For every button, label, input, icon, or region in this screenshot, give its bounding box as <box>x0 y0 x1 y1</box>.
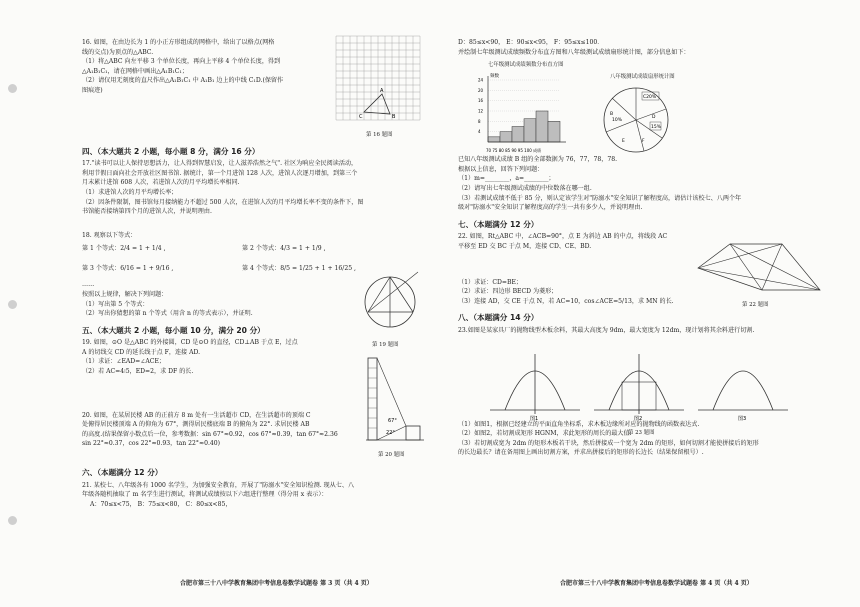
question-17: 17."读书可以让人保持思想活力，让人得到智慧启发，让人滋养浩然之气". 社区为响应全民阅读活动， 利用节假日面向社会开放社区图书馆. 据统计，第一个月进馆 128 人次，进馆人次逐月增加，到第三个 月末累计进馆 608 人次，若进馆人次的月平均增长率相同. （1）求进馆人次的月平均增长率； （2）因条件限制，图书馆每月接纳能力不超过 500 人次，在进馆人次的月平均增长率不变的条件下，图 书馆能否接纳第四个月的进馆人次，并说明理由. <box>82 160 364 216</box>
question-22-parts: （1）求证：CD=BE； （2）求证：四边形 BECD 为菱形； （3）连接 AD，交 CE 于点 N，若 AC=10，cos∠ACE=5/13，求 MN 的长. <box>458 278 674 305</box>
histogram-ytick-label: 4 <box>478 129 481 135</box>
question-20: 20. 如图，在某居民楼 AB 的正前方 8 m 处有一生活超市 CD，在生活超市的顶端 C 处俯得居民楼顶端 A 的仰角为 67°，测得居民楼底端 B 的俯角为 22°. 求居民楼 AB 的高度.(结果保留小数点后一位，参考数据：sin 67°≈0.92，cos 67°≈0.39，tan 67°≈2.36 sin 22°≈0.37，cos 22°≈0.93，tan 22°≈0.40) <box>82 411 338 448</box>
question-19: 19. 如图，⊙O 是△ABC 的外接圆，CD 是⊙O 的直径，CD⊥AB 于点 E，过点 A 的切线交 CD 的延长线于点 F，连接 AD. （1）求证：∠EAD=∠ACE； （2）若 AC=4∶5，ED=2，求 DF 的长. <box>82 339 298 376</box>
histogram-ytick-label: 24 <box>478 77 484 83</box>
histogram-ylabel: 频数 <box>490 74 499 79</box>
svg-text:F: F <box>642 139 645 144</box>
equation-3: 第 3 个等式：6/16 = 1 + 9/16 , <box>82 265 174 273</box>
question-16: 16. 如图，在由边长为 1 的小正方形组成的网格中，给出了以格点(网格 线的交点)为顶点的△ABC. （1）将△ABC 向左平移 3 个单位长度，再向上平移 4 个单位长度，得到 △A₁B₁C₁，请在网格中画出△A₁B₁C₁； （2）请仅用无刻度的直尺作出△A₁B₁C₁ 中 A₁B₁ 边上的中线 C₁D.(保留作 图痕迹) <box>82 39 284 94</box>
figure-20-caption: 第 20 题图 <box>378 452 405 458</box>
figure-22-caption: 第 22 题图 <box>742 302 769 308</box>
pie-chart <box>592 80 682 160</box>
question-23: 23.如图是某家具厂的抛物线型木板余料，其最大高度为 9dm，最大宽度为 12dm，现计划将其余料进行切割. <box>458 326 755 334</box>
svg-text:B: B <box>610 112 614 117</box>
figure-23-label-3: 图3 <box>738 416 747 422</box>
histogram-chart <box>476 70 572 158</box>
section-4-heading: 四、（本大题共 2 小题，每小题 8 分，满分 16 分） <box>82 146 260 156</box>
svg-text:10%: 10% <box>612 118 623 123</box>
binder-hole <box>8 516 17 525</box>
section-5-heading: 五、（本大题共 2 小题，每小题 10 分，满分 20 分） <box>82 325 265 335</box>
binder-hole <box>8 300 17 309</box>
footer-page-3: 合肥市第三十八中学教育集团中考信息卷数学试题卷 第 3 页（共 4 页） <box>180 580 373 587</box>
page-4: D：85≤x<90， E：90≤x<95， F：95≤x≤100． 并绘制七年级测试成绩频数分布直方图和八年级测试成绩扇形统计图，部分信息如下： 已知八年级测试成绩 B 组的全部数据为 76，77，78，78. 根据以上信息，回答下列问题： （1）m=________，a=________； （2）请写出七年级测试成绩的中位数落在哪一组. （3）若测试成绩不低于 85 分，则认定该学生对"防溺水"安全知识了解程度高，请估计该校七、八两个年 级对"防溺水"安全知识了解程度高的学生一共有多少人，并说明理由. 七、（本题满分 12 分） 22. 如图，Rt△ABC 中，∠ACB=90°，点 E 为斜边 AB 的中点，将线段 AC 平移至 ED 交 BC 于点 M，连接 CD、CE、BD. （1）求证：CD=BE； （2）求证：四边形 BECD 为菱形； （3）连接 AD，交 CE 于点 N，若 AC=10，cos∠ACE=5/13，求 MN 的长. 八、（本题满分 14 分） 23.如图是某家具厂的抛物线型木板余料，其最大高度为 9dm，最大宽度为 12dm，现计划将其余料进行切割. （1）如图1，根据已经建立的平面直角坐标系，求木板边缘所对应的抛物线的函数表达式. （2）如图2，若切割成矩形 HGNM，求此矩形的周长的最大值. （3）若切割成宽为 2dm 的矩形木板若干块，然后拼接成一个宽为 2dm 的矩形，如何切割才能使拼接后的矩形 的长边最长？请在备用图上画出切割方案，并求出拼接后的矩形的长边长（结果保留根号）. <box>458 38 810 458</box>
svg-text:22°: 22° <box>386 430 395 436</box>
figure-23-caption: 第 23 题图 <box>628 430 655 436</box>
histogram-bar <box>500 132 512 142</box>
equation-4: 第 4 个等式：8/5 = 1/25 + 1 + 16/25 , <box>242 265 356 273</box>
histogram-bar <box>488 137 500 142</box>
section-8-heading: 八、（本题满分 14 分） <box>458 313 539 323</box>
figure-20-buildings <box>366 354 426 446</box>
figure-16-caption: 第 16 题图 <box>366 132 393 138</box>
histogram-bar <box>548 121 560 142</box>
pie-title: 八年级测试成绩扇形统计图 <box>610 74 675 80</box>
section-7-heading: 七、（本题满分 12 分） <box>458 219 539 229</box>
histogram-ytick-label: 16 <box>478 98 484 104</box>
label-b: B <box>392 114 396 120</box>
label-a: A <box>380 88 384 94</box>
svg-text:E: E <box>622 139 625 144</box>
histogram-ytick-label: 12 <box>478 108 484 114</box>
histogram-bar <box>512 127 524 143</box>
histogram-xticks: 70 75 80 85 90 95 100 成绩 <box>486 148 542 153</box>
figure-22-rhombus <box>690 240 830 298</box>
svg-text:15%: 15% <box>651 125 662 130</box>
triangle-abc <box>364 94 390 114</box>
figure-19-caption: 第 19 题图 <box>372 342 399 348</box>
svg-text:C20%: C20% <box>643 95 657 100</box>
label-c: C <box>359 114 363 120</box>
figure-19-circle <box>358 268 430 336</box>
histogram-ytick-label: 20 <box>478 87 484 93</box>
binder-hole <box>8 84 17 93</box>
figure-23-label-2: 图2 <box>634 416 643 422</box>
footer-page-4: 合肥市第三十八中学教育集团中考信息卷数学试题卷 第 4 页（共 4 页） <box>560 580 753 587</box>
svg-text:D: D <box>652 115 656 120</box>
figure-16-grid <box>330 30 426 126</box>
question-18: 18. 观察以下等式： 第 1 个等式：2/4 = 1 + 1/4 , 第 2 个等式：4/3 = 1 + 1/9 , 第 3 个等式：6/16 = 1 + 9/16 , 第 4 个等式：8/5 = 1/25 + 1 + 16/25 , …… 按照以上规律，解决下列问题： （1）写出第 5 个等式： （2）写出你猜想的第 n 个等式（用含 n 的等式表示），并证明. <box>82 231 434 319</box>
question-23-parts: （1）如图1，根据已经建立的平面直角坐标系，求木板边缘所对应的抛物线的函数表达式. （2）如图2，若切割成矩形 HGNM，求此矩形的周长的最大值. （3）若切割成宽为 2dm 的矩形木板若干块，然后拼接成一个宽为 2dm 的矩形，如何切割才能使拼接后的矩形 的长边最长？请在备用图上画出切割方案，并求出拼接后的矩形的长边长（结果保留根号）. <box>458 420 759 457</box>
histogram-bar <box>524 119 536 142</box>
question-21: 21. 某校七、八年级各有 1000 名学生，为加强安全教育，开展了"防溺水"安全知识检测. 现从七、八 年级各随机抽取了 m 名学生进行测试，将测试成绩按以下六组进行整理（得分用 x 表示）： A：70≤x<75， B：75≤x<80， C：80≤x<85， <box>82 481 355 508</box>
equation-2: 第 2 个等式：4/3 = 1 + 1/9 , <box>242 245 326 253</box>
svg-text:67°: 67° <box>388 418 397 424</box>
question-21-info: 已知八年级测试成绩 B 组的全部数据为 76，77，78，78. 根据以上信息，回答下列问题： （1）m=________，a=________； （2）请写出七年级测试成绩的中位数落在哪一组. （3）若测试成绩不低于 85 分，则认定该学生对"防溺水"安全知识了解程度高，请估计该校七、八两个年 级对"防溺水"安全知识了解程度高的学生一共有多少人，并说明理由. <box>458 156 742 212</box>
equation-1: 第 1 个等式：2/4 = 1 + 1/4 , <box>82 245 166 253</box>
histogram-bar <box>536 111 548 142</box>
figure-23-label-1: 图1 <box>530 416 539 422</box>
section-6-heading: 六、（本题满分 12 分） <box>82 468 163 478</box>
question-22: 22. 如图，Rt△ABC 中，∠ACB=90°，点 E 为斜边 AB 的中点，将线段 AC 平移至 ED 交 BC 于点 M，连接 CD、CE、BD. <box>458 233 668 250</box>
histogram-title: 七年级测试成绩频数分布直方图 <box>488 62 564 68</box>
figure-23-parabolas <box>490 352 790 422</box>
histogram-ytick-label: 8 <box>478 118 481 124</box>
